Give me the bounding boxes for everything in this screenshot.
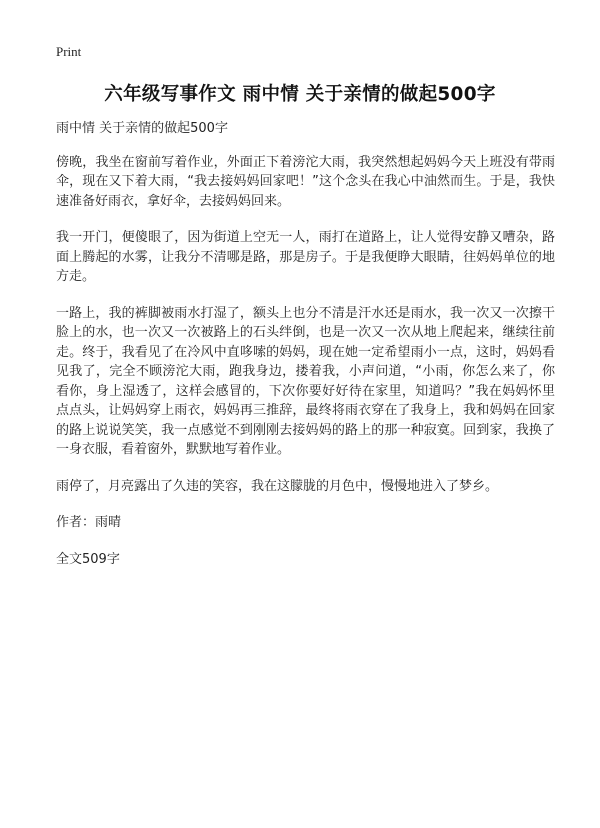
print-link[interactable]: Print [56,44,82,59]
word-count: 全文509字 [56,551,120,567]
author-line: 作者：雨晴 [56,515,122,530]
paragraph-1: 傍晚，我坐在窗前写着作业，外面正下着滂沱大雨，我突然想起妈妈今天上班没有带雨伞，现在又下着大雨，“我去接妈妈回家吧！”这个念头在我心中油然而生。于是，我快速准备好雨衣，拿好伞，去接妈妈回来。 [56,154,555,209]
article-body [56,119,555,586]
paragraph-2: 我一开门，便傻眼了，因为街道上空无一人，雨打在道路上，让人觉得安静又嘈杂，路面上腾起的水雾，让我分不清哪是路，那是房子。于是我便睁大眼睛，往妈妈单位的地方走。 [56,230,555,284]
paragraph-3: 一路上，我的裤脚被雨水打湿了，额头上也分不清是汗水还是雨水，我一次又一次擦干脸上的水，也一次又一次被路上的石头绊倒，也是一次又一次从地上爬起来，继续往前走。终于，我看见了在冷风中直哆嗦的妈妈，现在她一定希望雨小一点，这时，妈妈看见我了，完全不顾滂沱大雨，跑我身边，搂着我，小声问道，“小雨，你怎么来了，你看你，身上湿透了，这样会感冒的，下次你要好好待在家里，知道吗？”我在妈妈怀里点点头，让妈妈穿上雨衣，妈妈再三推辞，最终将雨衣穿在了我身上，我和妈妈在回家的路上说说笑笑，我一点感觉不到刚刚去接妈妈的路上的那一种寂寞。回到家，我换了一身衣服，看着窗外，默默地写着作业。 [56,305,555,457]
page-title: 六年级写事作文 雨中情 关于亲情的做起500字 [104,84,496,105]
article-subtitle: 雨中情 关于亲情的做起500字 [56,121,228,136]
paragraph-4: 雨停了，月亮露出了久违的笑容，我在这朦胧的月色中，慢慢地进入了梦乡。 [56,478,499,494]
